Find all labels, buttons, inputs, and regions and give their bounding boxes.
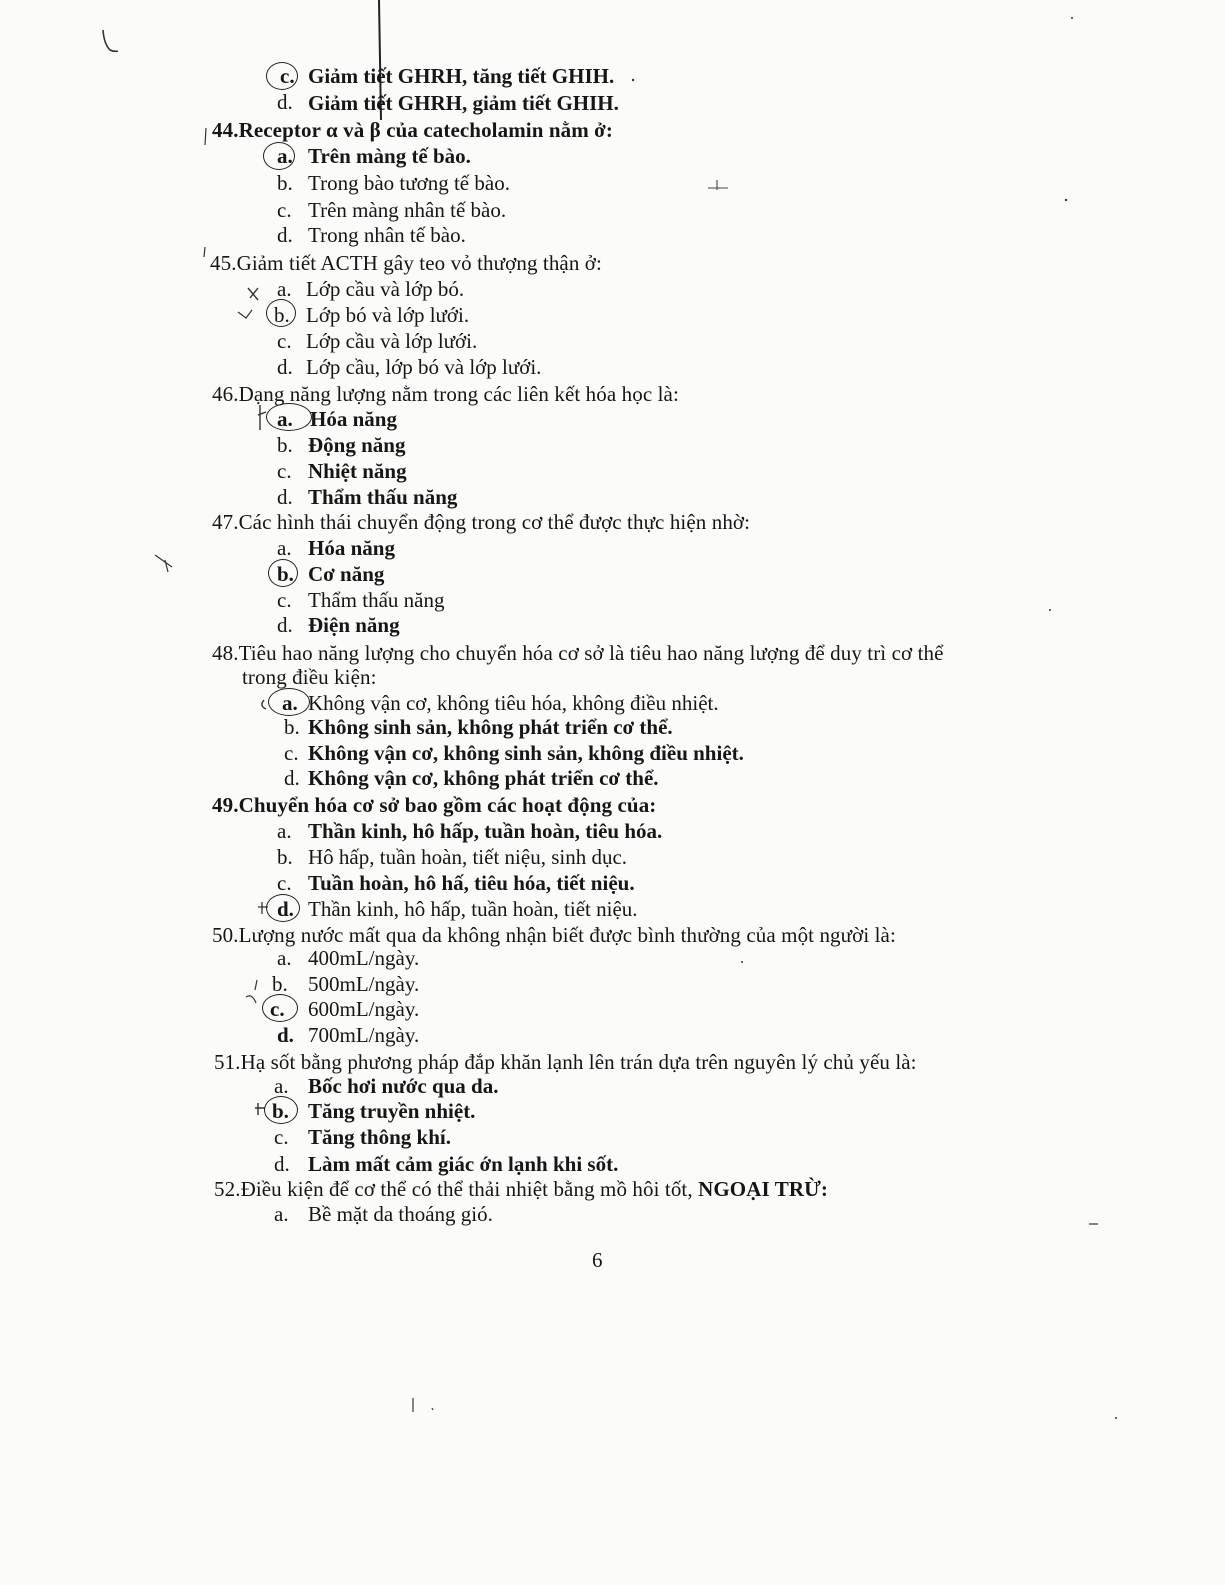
option-letter: d. <box>277 223 293 247</box>
question-text: Receptor α và β của catecholamin nằm ở: <box>238 118 614 142</box>
question-46 <box>212 381 679 407</box>
option-letter: b. <box>277 433 293 457</box>
option-text: Hóa năng <box>308 536 395 560</box>
page-number: 6 <box>592 1248 603 1272</box>
option-letter: a. <box>277 144 293 168</box>
option-text: Bề mặt da thoáng gió. <box>308 1202 493 1226</box>
option-text: Bốc hơi nước qua da. <box>308 1074 499 1098</box>
option-text: Giảm tiết GHRH, giảm tiết GHIH. <box>308 91 619 115</box>
option-letter: a. <box>274 1202 289 1226</box>
option-text: Không sinh sản, không phát triển cơ thể. <box>308 715 673 739</box>
question-text: Hạ sốt bằng phương pháp đắp khăn lạnh lên trán dựa trên nguyên lý chủ yếu là: <box>240 1050 917 1074</box>
option-letter: b. <box>272 1099 289 1123</box>
option-letter: c. <box>277 459 292 483</box>
question-47 <box>212 509 750 535</box>
option-letter: b. <box>272 972 288 996</box>
option-letter: d. <box>277 485 293 509</box>
option-letter: a. <box>277 946 292 970</box>
option-letter: d. <box>274 1152 290 1176</box>
option-text: Hô hấp, tuần hoàn, tiết niệu, sinh dục. <box>308 845 628 869</box>
option-text: Trên màng nhân tế bào. <box>308 198 507 222</box>
option-text: Trong bào tương tế bào. <box>308 171 510 195</box>
question-text: Giảm tiết ACTH gây teo vỏ thượng thận ở: <box>236 251 602 275</box>
option-text: Thẩm thấu năng <box>308 588 445 612</box>
option-text: Lớp cầu, lớp bó và lớp lưới. <box>306 355 542 379</box>
option-letter: b. <box>274 303 290 327</box>
option-text: Động năng <box>308 433 406 457</box>
option-text: Không vận cơ, không tiêu hóa, không điều nhiệt. <box>308 691 719 715</box>
option-letter: d. <box>284 766 300 790</box>
option-letter: c. <box>277 588 292 612</box>
question-45 <box>210 250 602 276</box>
question-51 <box>214 1049 917 1075</box>
option-letter: c. <box>277 871 292 895</box>
option-letter: b. <box>277 171 293 195</box>
question-number: 46. <box>212 382 239 406</box>
question-number: 50. <box>212 923 239 947</box>
question-48 <box>212 640 944 666</box>
option-text: Không vận cơ, không phát triển cơ thể. <box>308 766 659 790</box>
option-text: Tăng thông khí. <box>308 1125 451 1149</box>
question-text: Các hình thái chuyển động trong cơ thể được thực hiện nhờ: <box>238 510 751 534</box>
option-letter: c. <box>270 997 285 1021</box>
question-text: Tiêu hao năng lượng cho chuyển hóa cơ sở là tiêu hao năng lượng để duy trì cơ thể <box>238 641 944 665</box>
option-letter: a. <box>277 277 292 301</box>
question-number: 47. <box>212 510 239 534</box>
option-text: Tăng truyền nhiệt. <box>308 1099 476 1123</box>
question-emphasis: NGOẠI TRỪ: <box>698 1177 829 1201</box>
option-text: Tuần hoàn, hô hấ, tiêu hóa, tiết niệu. <box>308 871 635 895</box>
option-text: Thần kinh, hô hấp, tuần hoàn, tiết niệu. <box>308 897 638 921</box>
option-text: 400mL/ngày. <box>308 946 420 970</box>
option-letter: a. <box>277 536 292 560</box>
option-letter: d. <box>277 1023 294 1047</box>
question-44 <box>212 117 613 143</box>
question-number: 45. <box>210 251 237 275</box>
question-number: 52. <box>214 1177 241 1201</box>
option-text: Giảm tiết GHRH, tăng tiết GHIH. <box>308 64 615 88</box>
option-letter: a. <box>282 691 298 715</box>
option-letter: b. <box>277 845 293 869</box>
question-text: Chuyển hóa cơ sở bao gồm các hoạt động của: <box>238 793 657 817</box>
option-letter: d. <box>277 90 293 114</box>
question-number: 44. <box>212 118 239 142</box>
option-text: Cơ năng <box>308 562 385 586</box>
option-text: Lớp cầu và lớp lưới. <box>306 329 478 353</box>
option-text: 600mL/ngày. <box>308 997 420 1021</box>
question-text: Điều kiện để cơ thể có thể thải nhiệt bằng mồ hôi tốt, <box>240 1177 693 1201</box>
question-number: 49. <box>212 793 239 817</box>
option-text: Lớp bó và lớp lưới. <box>306 303 470 327</box>
option-letter: d. <box>277 897 294 921</box>
option-text: 500mL/ngày. <box>308 972 420 996</box>
option-text: 700mL/ngày. <box>308 1023 420 1047</box>
option-text: Không vận cơ, không sinh sản, không điều nhiệt. <box>308 741 744 765</box>
option-text: Làm mất cảm giác ớn lạnh khi sốt. <box>308 1152 619 1176</box>
question-number: 51. <box>214 1050 241 1074</box>
option-letter: b. <box>284 715 300 739</box>
option-letter: c. <box>274 1125 289 1149</box>
question-number: 48. <box>212 641 239 665</box>
option-text: Lớp cầu và lớp bó. <box>306 277 465 301</box>
option-text: Hóa năng <box>310 407 397 431</box>
option-letter: c. <box>280 64 295 88</box>
option-letter: b. <box>277 562 294 586</box>
option-letter: c. <box>284 741 299 765</box>
option-letter: a. <box>274 1074 289 1098</box>
question-48-continuation: trong điều kiện: <box>242 665 377 689</box>
option-letter: c. <box>277 329 292 353</box>
question-49 <box>212 792 656 818</box>
question-text: Dạng năng lượng nằm trong các liên kết hóa học là: <box>238 382 679 406</box>
question-52 <box>214 1176 828 1202</box>
option-text: Thần kinh, hô hấp, tuần hoàn, tiêu hóa. <box>308 819 663 843</box>
option-text: Thẩm thấu năng <box>308 485 458 509</box>
option-letter: d. <box>277 355 293 379</box>
option-text: Nhiệt năng <box>308 459 407 483</box>
option-text: Trong nhân tế bào. <box>308 223 466 247</box>
question-text: Lượng nước mất qua da không nhận biết được bình thường của một người là: <box>238 923 896 947</box>
option-letter: a. <box>277 819 292 843</box>
option-letter: a. <box>277 407 293 431</box>
option-text: Điện năng <box>308 613 400 637</box>
option-text: Trên màng tế bào. <box>308 144 471 168</box>
option-letter: c. <box>277 198 292 222</box>
option-letter: d. <box>277 613 293 637</box>
